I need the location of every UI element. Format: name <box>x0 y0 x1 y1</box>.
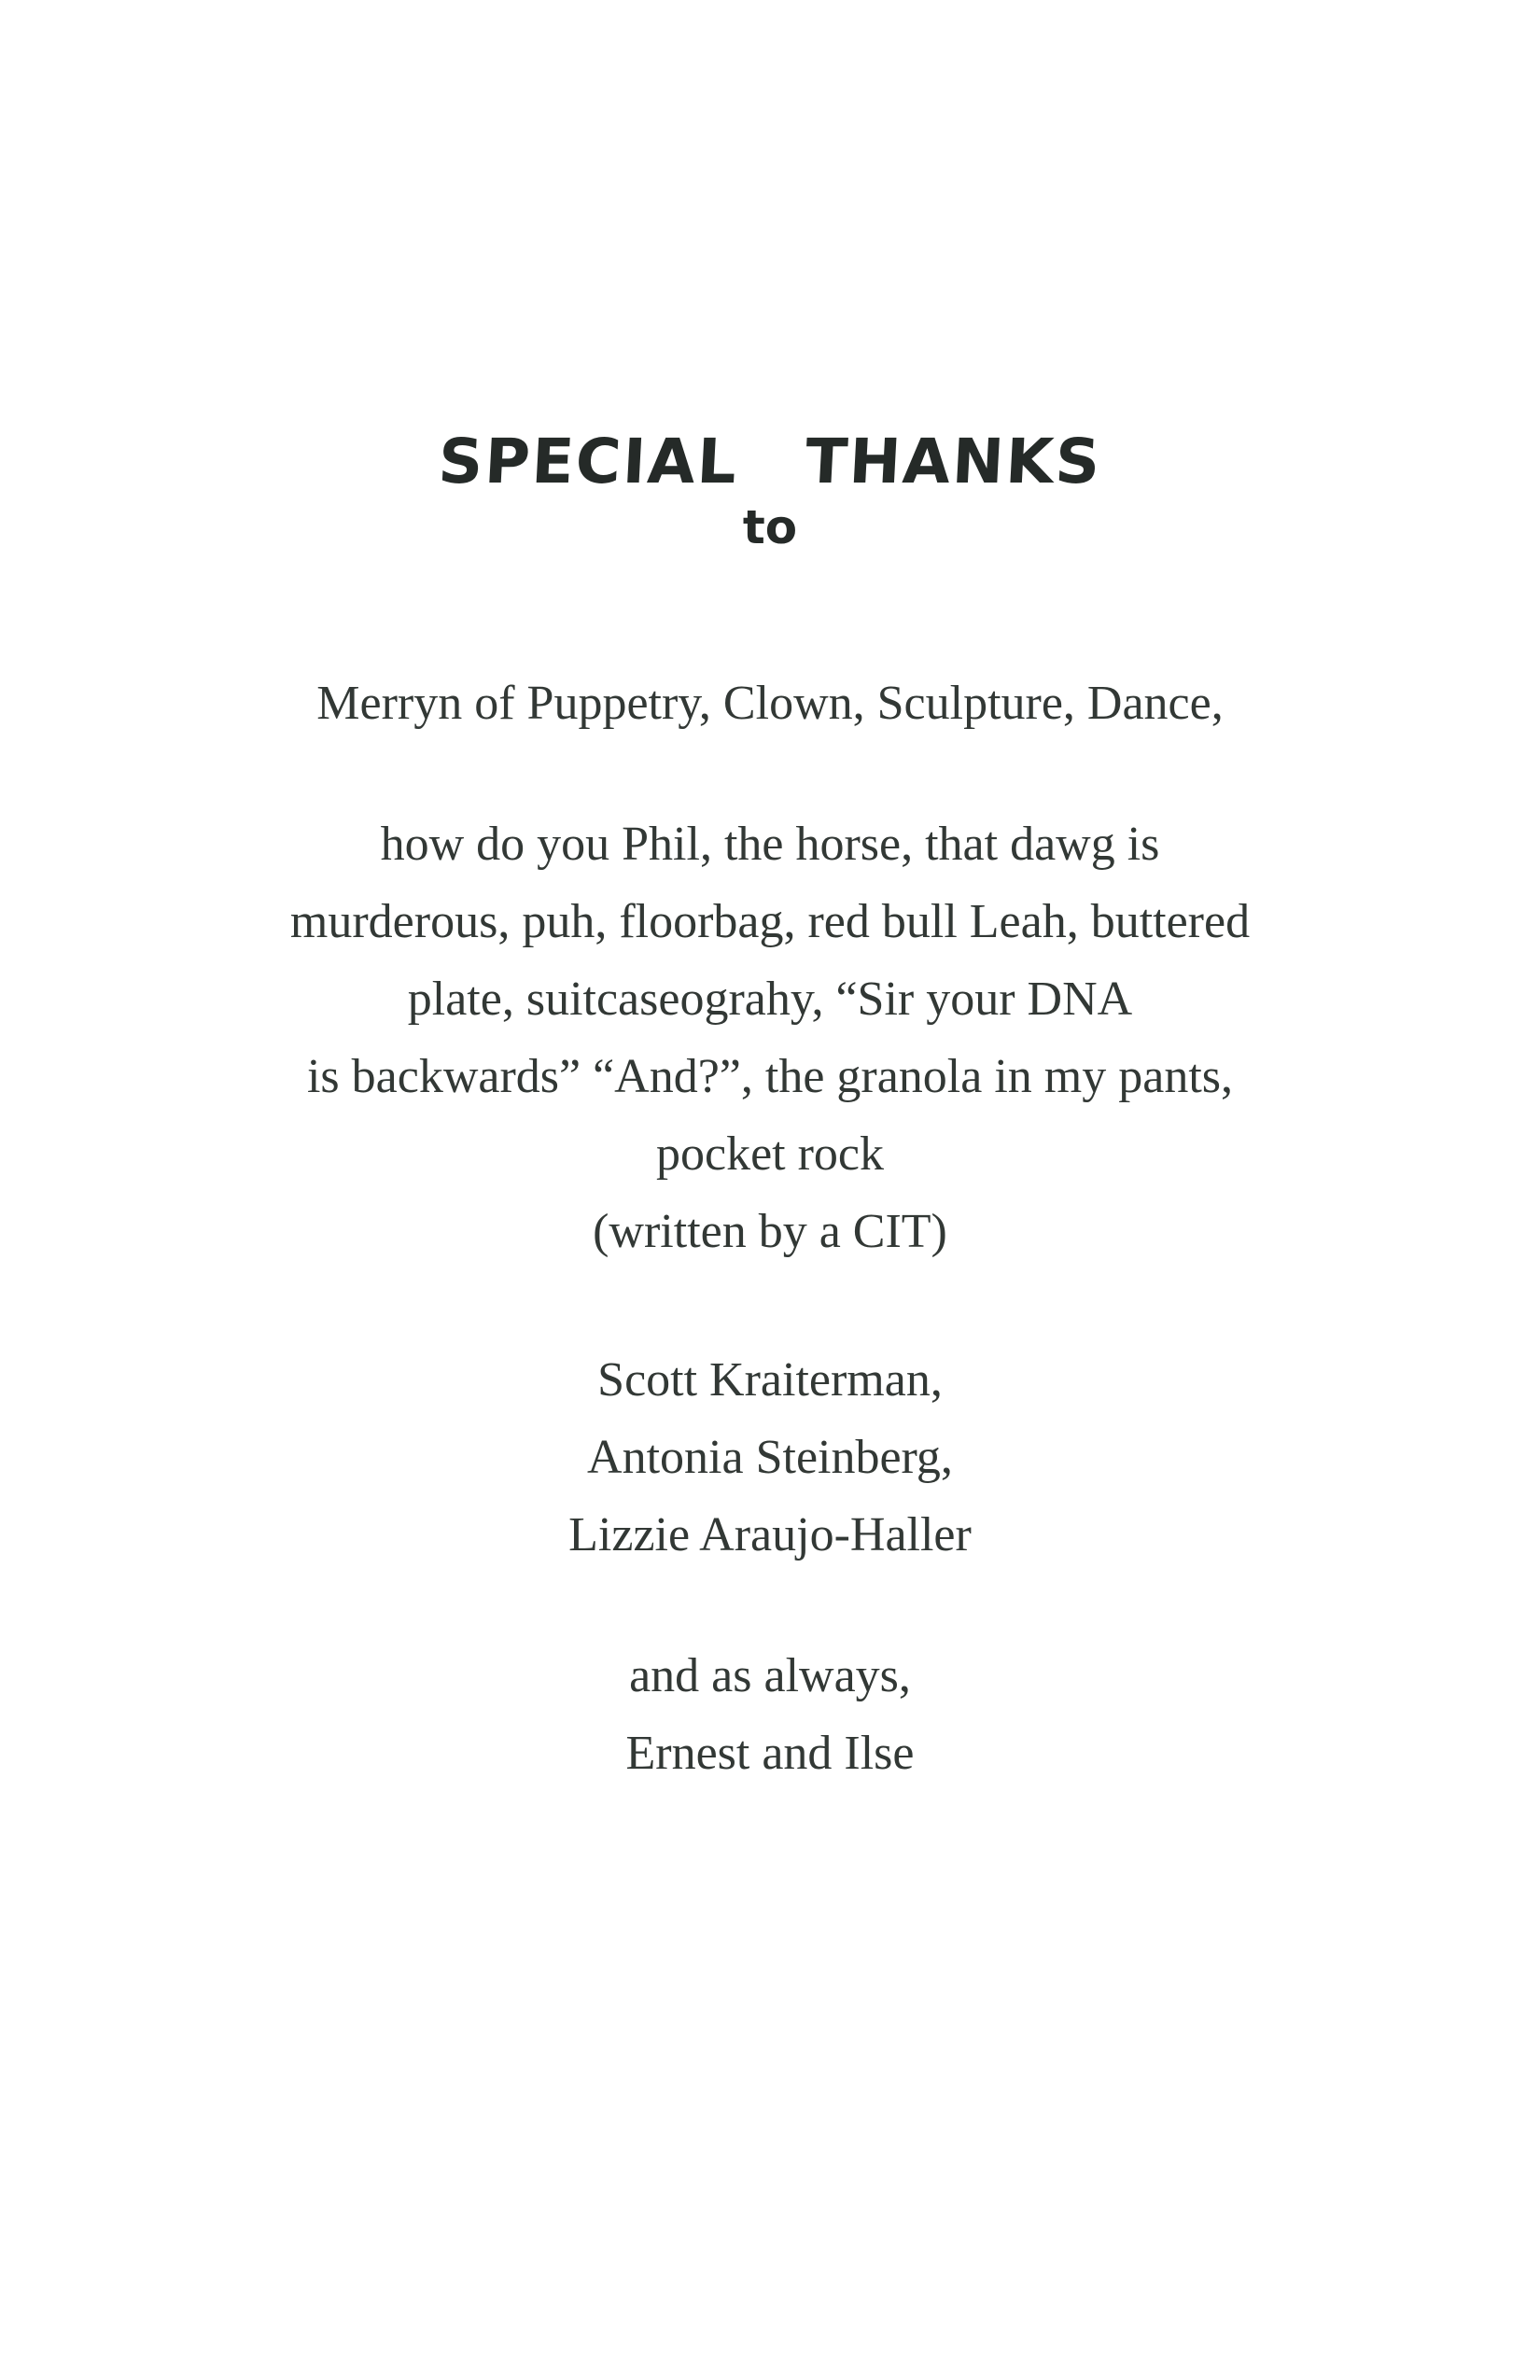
heading-word-thanks: THANKS <box>803 426 1104 497</box>
name-line: Lizzie Araujo-Haller <box>568 1508 972 1561</box>
closing-block <box>0 1637 1540 1792</box>
name-line: Antonia Steinberg, <box>587 1431 953 1484</box>
heading-to: to <box>742 500 798 554</box>
joke-line: pocket rock <box>655 1127 884 1181</box>
closing-line: Ernest and Ilse <box>625 1727 915 1780</box>
name-line: Scott Kraiterman, <box>597 1353 943 1407</box>
dedication-line: Merryn of Puppetry, Clown, Sculpture, Dance, <box>316 677 1224 730</box>
joke-line: plate, suitcaseograhy, “Sir your DNA <box>407 973 1133 1026</box>
dedication-block <box>0 665 1540 742</box>
joke-line: (written by a CIT) <box>593 1205 947 1258</box>
special-thanks-heading <box>0 425 1540 499</box>
joke-line: how do you Phil, the horse, that dawg is <box>380 818 1160 871</box>
names-block <box>0 1341 1540 1574</box>
inside-jokes-block <box>0 805 1540 1270</box>
closing-line: and as always, <box>629 1649 911 1702</box>
joke-line: murderous, puh, floorbag, red bull Leah, buttered <box>289 895 1251 948</box>
joke-line: is backwards” “And?”, the granola in my pants, <box>306 1050 1233 1103</box>
heading-word-special: SPECIAL <box>436 426 740 497</box>
